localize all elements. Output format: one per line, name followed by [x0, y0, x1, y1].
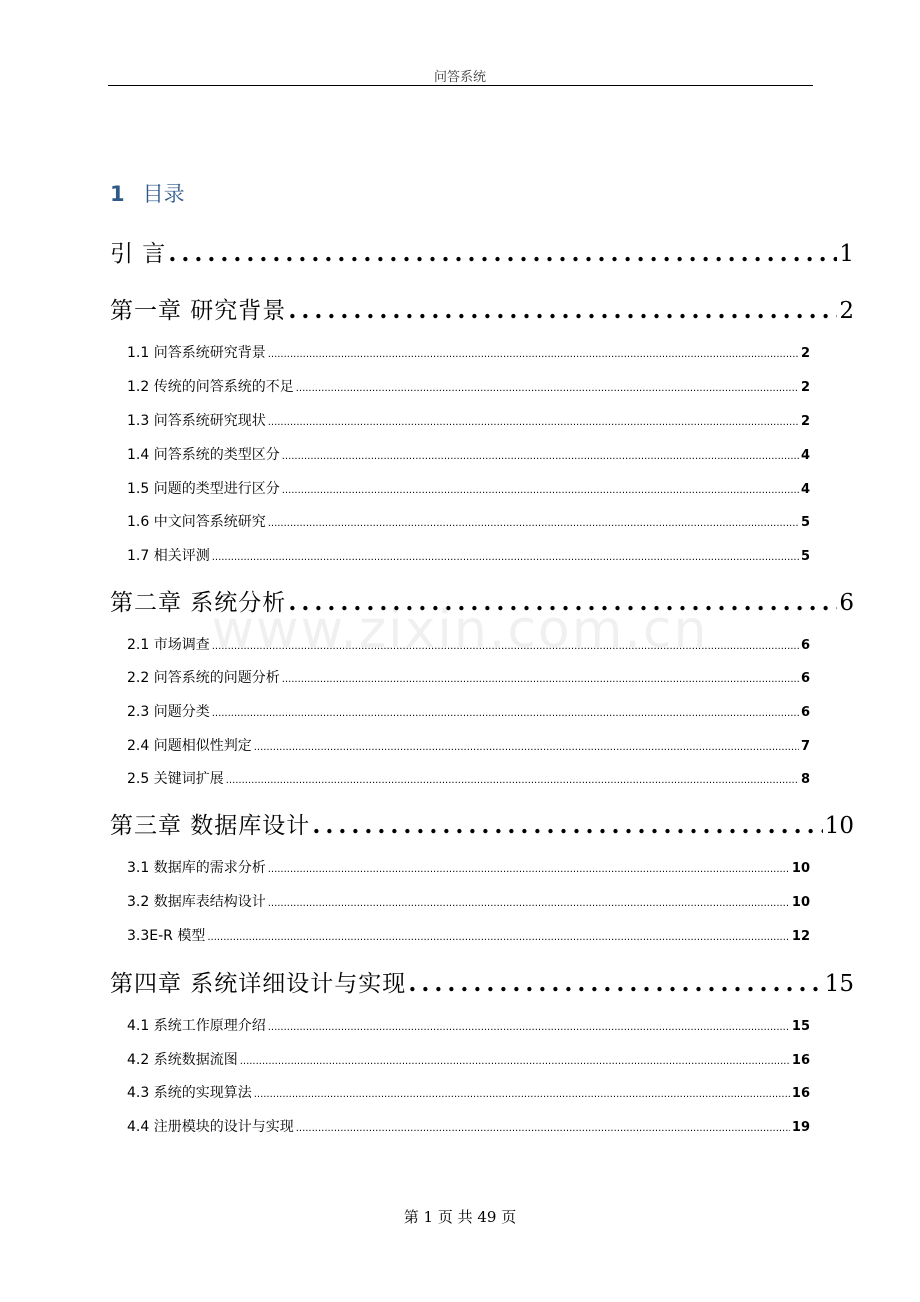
toc-entry-title: 3.2 数据库表结构设计: [127, 894, 266, 910]
toc-entry-title: 2.2 问答系统的问题分析: [127, 670, 280, 686]
toc-entry-title: 4.4 注册模块的设计与实现: [127, 1119, 294, 1135]
toc-dot-leader: [268, 345, 799, 365]
toc-section-entry[interactable]: [127, 858, 810, 878]
toc-dot-leader: [268, 413, 799, 433]
toc-section-entry[interactable]: [127, 736, 810, 756]
toc-entry-title: 2.4 问题相似性判定: [127, 738, 252, 754]
toc-dot-leader: [226, 771, 799, 791]
toc-entry-page-number: 1: [839, 241, 854, 267]
toc-entry-title: 1.5 问题的类型进行区分: [127, 481, 280, 497]
toc-dot-leader: [254, 1085, 790, 1105]
toc-heading-label: 目录: [142, 182, 185, 206]
toc-entry-page-number: 10: [791, 895, 810, 910]
toc-entry-title: 1.3 问答系统研究现状: [127, 413, 266, 429]
toc-dot-leader: [288, 587, 837, 619]
toc-chapter-entry[interactable]: [110, 295, 854, 327]
toc-entry-page-number: 2: [800, 346, 810, 361]
toc-dot-leader: [288, 295, 837, 327]
toc-dot-leader: [296, 1119, 790, 1139]
toc-section-entry[interactable]: [127, 1083, 810, 1103]
toc-dot-leader: [212, 548, 799, 568]
toc-entry-page-number: 10: [791, 861, 810, 876]
toc-dot-leader: [207, 928, 790, 948]
toc-section-entry[interactable]: [127, 343, 810, 363]
toc-dot-leader: [268, 894, 790, 914]
toc-section-entry[interactable]: [127, 479, 810, 499]
toc-section-entry[interactable]: [127, 1016, 810, 1036]
toc-dot-leader: [212, 637, 799, 657]
toc-section-entry[interactable]: [127, 635, 810, 655]
toc-dot-leader: [296, 379, 799, 399]
toc-section-entry[interactable]: [127, 926, 810, 946]
toc-entry-page-number: 5: [800, 549, 810, 564]
toc-section-entry[interactable]: [127, 1117, 810, 1137]
toc-entry-page-number: 12: [791, 929, 810, 944]
toc-heading: [110, 178, 185, 208]
toc-entry-title: 1.2 传统的问答系统的不足: [127, 379, 294, 395]
toc-section-entry[interactable]: [127, 377, 810, 397]
toc-entry-title: 2.5 关键词扩展: [127, 771, 224, 787]
toc-entry-title: 2.1 市场调查: [127, 637, 210, 653]
toc-entry-title: 2.3 问题分类: [127, 704, 210, 720]
toc-entry-page-number: 16: [791, 1053, 810, 1068]
toc-entry-page-number: 19: [791, 1120, 810, 1135]
header-title: 问答系统: [433, 70, 486, 85]
toc-entry-title: 第四章 系统详细设计与实现: [110, 971, 407, 997]
toc-section-entry[interactable]: [127, 769, 810, 789]
toc-section-entry[interactable]: [127, 702, 810, 722]
page-footer: 第 1 页 共 49 页: [403, 1208, 517, 1226]
toc-section-entry[interactable]: [127, 892, 810, 912]
toc-entry-title: 4.3 系统的实现算法: [127, 1085, 252, 1101]
toc-entry-title: 1.1 问答系统研究背景: [127, 345, 266, 361]
toc-section-entry[interactable]: [127, 512, 810, 532]
toc-section-entry[interactable]: [127, 1050, 810, 1070]
toc-entry-page-number: 6: [839, 590, 854, 616]
toc-entry-page-number: 15: [791, 1019, 810, 1034]
toc-entry-title: 1.4 问答系统的类型区分: [127, 447, 280, 463]
toc-entry-page-number: 2: [800, 414, 810, 429]
toc-dot-leader: [282, 670, 799, 690]
toc-dot-leader: [212, 704, 799, 724]
toc-entry-page-number: 5: [800, 515, 810, 530]
toc-entry-page-number: 4: [800, 448, 810, 463]
toc-dot-leader: [268, 860, 790, 880]
toc-chapter-entry[interactable]: [110, 238, 854, 270]
toc-section-entry[interactable]: [127, 546, 810, 566]
toc-entry-page-number: 2: [839, 298, 854, 324]
toc-entry-page-number: 15: [824, 971, 854, 997]
toc-entry-title: 第一章 研究背景: [110, 298, 287, 324]
toc-dot-leader: [254, 738, 799, 758]
toc-dot-leader: [268, 514, 799, 534]
toc-entry-title: 第二章 系统分析: [110, 590, 287, 616]
toc-entry-title: 3.3E-R 模型: [127, 928, 206, 944]
toc-section-entry[interactable]: [127, 668, 810, 688]
toc-entry-page-number: 8: [800, 772, 810, 787]
toc-dot-leader: [268, 1018, 790, 1038]
header-divider: [108, 85, 813, 86]
toc-entry-page-number: 6: [800, 638, 810, 653]
toc-chapter-entry[interactable]: [110, 810, 854, 842]
toc-entry-page-number: 6: [800, 705, 810, 720]
toc-dot-leader: [282, 481, 799, 501]
toc-entry-page-number: 2: [800, 380, 810, 395]
toc-dot-leader: [168, 238, 837, 270]
toc-entry-page-number: 6: [800, 671, 810, 686]
toc-entry-title: 1.6 中文问答系统研究: [127, 514, 266, 530]
toc-chapter-entry[interactable]: [110, 587, 854, 619]
toc-dot-leader: [240, 1052, 790, 1072]
toc-entry-title: 引 言: [110, 241, 167, 267]
toc-section-entry[interactable]: [127, 411, 810, 431]
toc-dot-leader: [408, 968, 822, 1000]
toc-section-entry[interactable]: [127, 445, 810, 465]
toc-heading-number: 1: [110, 182, 125, 206]
watermark: www.zixin.com.cn: [211, 600, 709, 660]
toc-dot-leader: [282, 447, 799, 467]
toc-entry-page-number: 7: [800, 739, 810, 754]
toc-entry-title: 4.1 系统工作原理介绍: [127, 1018, 266, 1034]
toc-chapter-entry[interactable]: [110, 968, 854, 1000]
toc-entry-title: 第三章 数据库设计: [110, 813, 311, 839]
toc-entry-page-number: 4: [800, 482, 810, 497]
toc-entry-title: 3.1 数据库的需求分析: [127, 860, 266, 876]
toc-entry-page-number: 10: [824, 813, 854, 839]
toc-dot-leader: [312, 810, 822, 842]
toc-entry-title: 1.7 相关评测: [127, 548, 210, 564]
toc-entry-title: 4.2 系统数据流图: [127, 1052, 238, 1068]
toc-entry-page-number: 16: [791, 1086, 810, 1101]
